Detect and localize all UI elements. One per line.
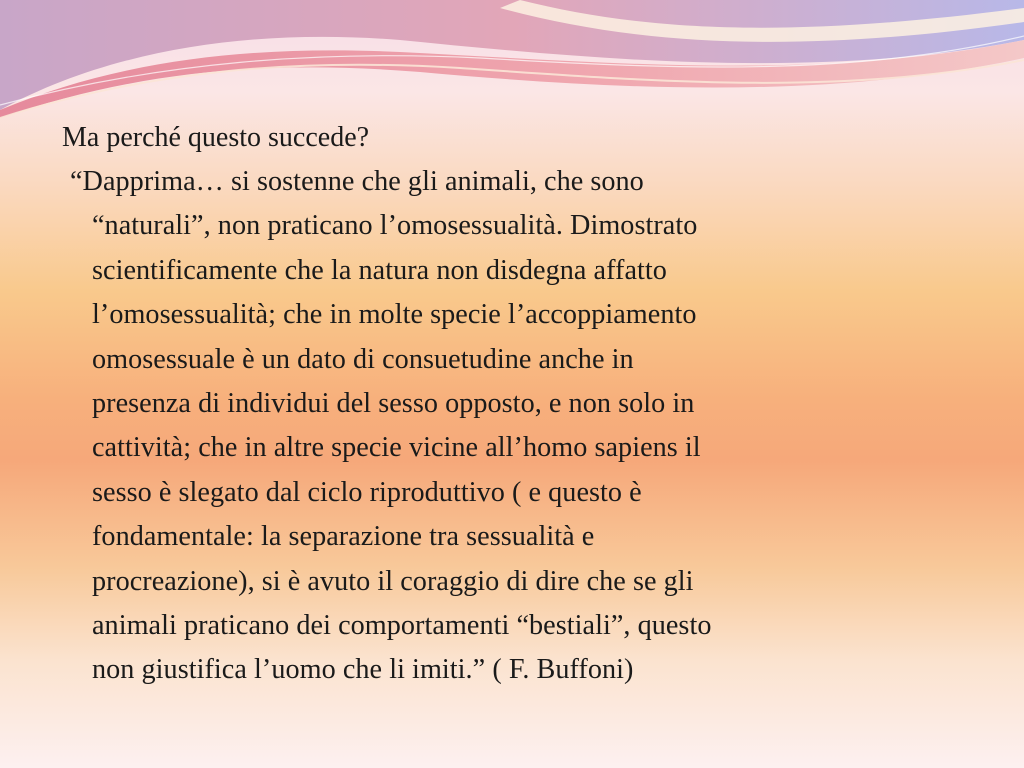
quote-paragraph: “Dapprima… si sostenne che gli animali, che sono “naturali”, non praticano l’omosessualità. Dimostrato scientificamente che la natura non disdegna affatto l’omosessualità; che in molte specie l’accoppiamento omosessuale è un dato di consuetudine anche in presenza di individui del sesso opposto, e non solo in cattività; che in altre specie vicine all’homo sapiens il sesso è slegato dal ciclo riproduttivo ( e questo è fondamentale: la separazione tra sessualità e procreazione), si è avuto il coraggio di dire che se gli animali praticano dei comportamenti “bestiali”, questo non giustifica l’uomo che li imiti.” ( F. Buffoni) bbox=[70, 166, 712, 686]
slide-body bbox=[62, 116, 972, 693]
slide-heading: Ma perché questo succede? bbox=[62, 122, 370, 153]
